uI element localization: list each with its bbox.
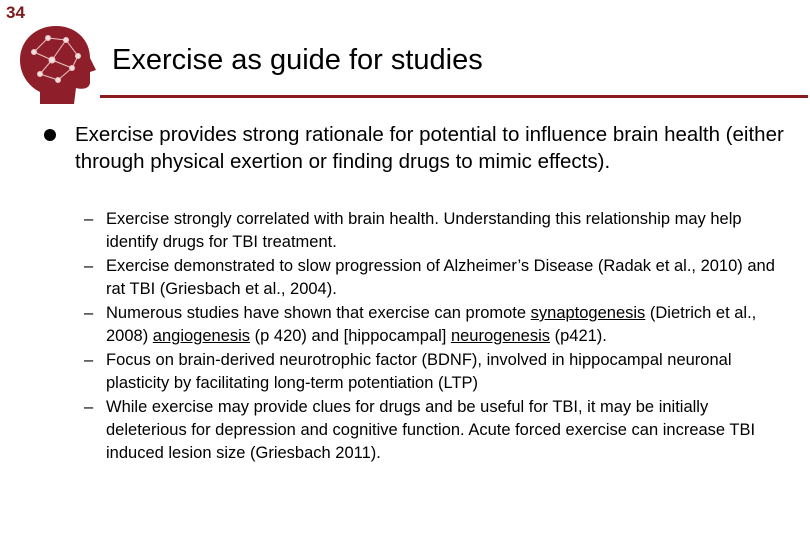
sub-bullet-text-part: (p421). xyxy=(550,327,607,345)
sub-bullet-3 xyxy=(84,302,784,348)
slide-number: 34 xyxy=(6,3,25,22)
dash-icon: – xyxy=(84,210,94,228)
sub-bullet-4 xyxy=(84,349,784,395)
main-bullet xyxy=(44,121,784,175)
neurogenesis-term: neurogenesis xyxy=(450,327,551,345)
sub-bullet-text-part: Numerous studies have shown that exercise can promote xyxy=(106,304,531,322)
main-bullet-text: Exercise provides strong rationale for potential to influence brain health (either through physical exertion or finding drugs to mimic effects). xyxy=(75,123,784,173)
dash-icon: – xyxy=(84,304,94,322)
brain-head-icon xyxy=(10,22,98,106)
sub-bullet-text-part: (p 420) and [hippocampal] xyxy=(250,327,451,345)
slide-title: Exercise as guide for studies xyxy=(112,44,483,76)
sub-bullet-5 xyxy=(84,396,784,465)
synaptogenesis-term: synaptogenesis xyxy=(530,304,646,322)
bullet-dot-icon xyxy=(44,129,56,141)
sub-bullet-1 xyxy=(84,208,784,254)
sub-bullet-text: Focus on brain-derived neurotrophic factor (BDNF), involved in hippocampal neuronal plasticity by facilitating long-term potentiation (LTP) xyxy=(106,351,732,392)
sub-bullet-text: Exercise demonstrated to slow progression of Alzheimer’s Disease (Radak et al., 2010) and rat TBI (Griesbach et al., 2004). xyxy=(106,257,775,298)
dash-icon: – xyxy=(84,398,94,416)
dash-icon: – xyxy=(84,351,94,369)
angiogenesis-term: angiogenesis xyxy=(152,327,251,345)
sub-bullet-text-part: (Dietrich et al., 2008) xyxy=(106,304,757,345)
title-divider xyxy=(100,95,808,98)
sub-bullet-text: Exercise strongly correlated with brain health. Understanding this relationship may help identify drugs for TBI treatment. xyxy=(106,210,742,251)
dash-icon: – xyxy=(84,257,94,275)
sub-bullet-list xyxy=(84,208,784,466)
sub-bullet-text: While exercise may provide clues for drugs and be useful for TBI, it may be initially deleterious for depression and cognitive function. Acute forced exercise can increase TBI induced lesion size (Griesbach 2011). xyxy=(106,398,756,462)
sub-bullet-2 xyxy=(84,255,784,301)
